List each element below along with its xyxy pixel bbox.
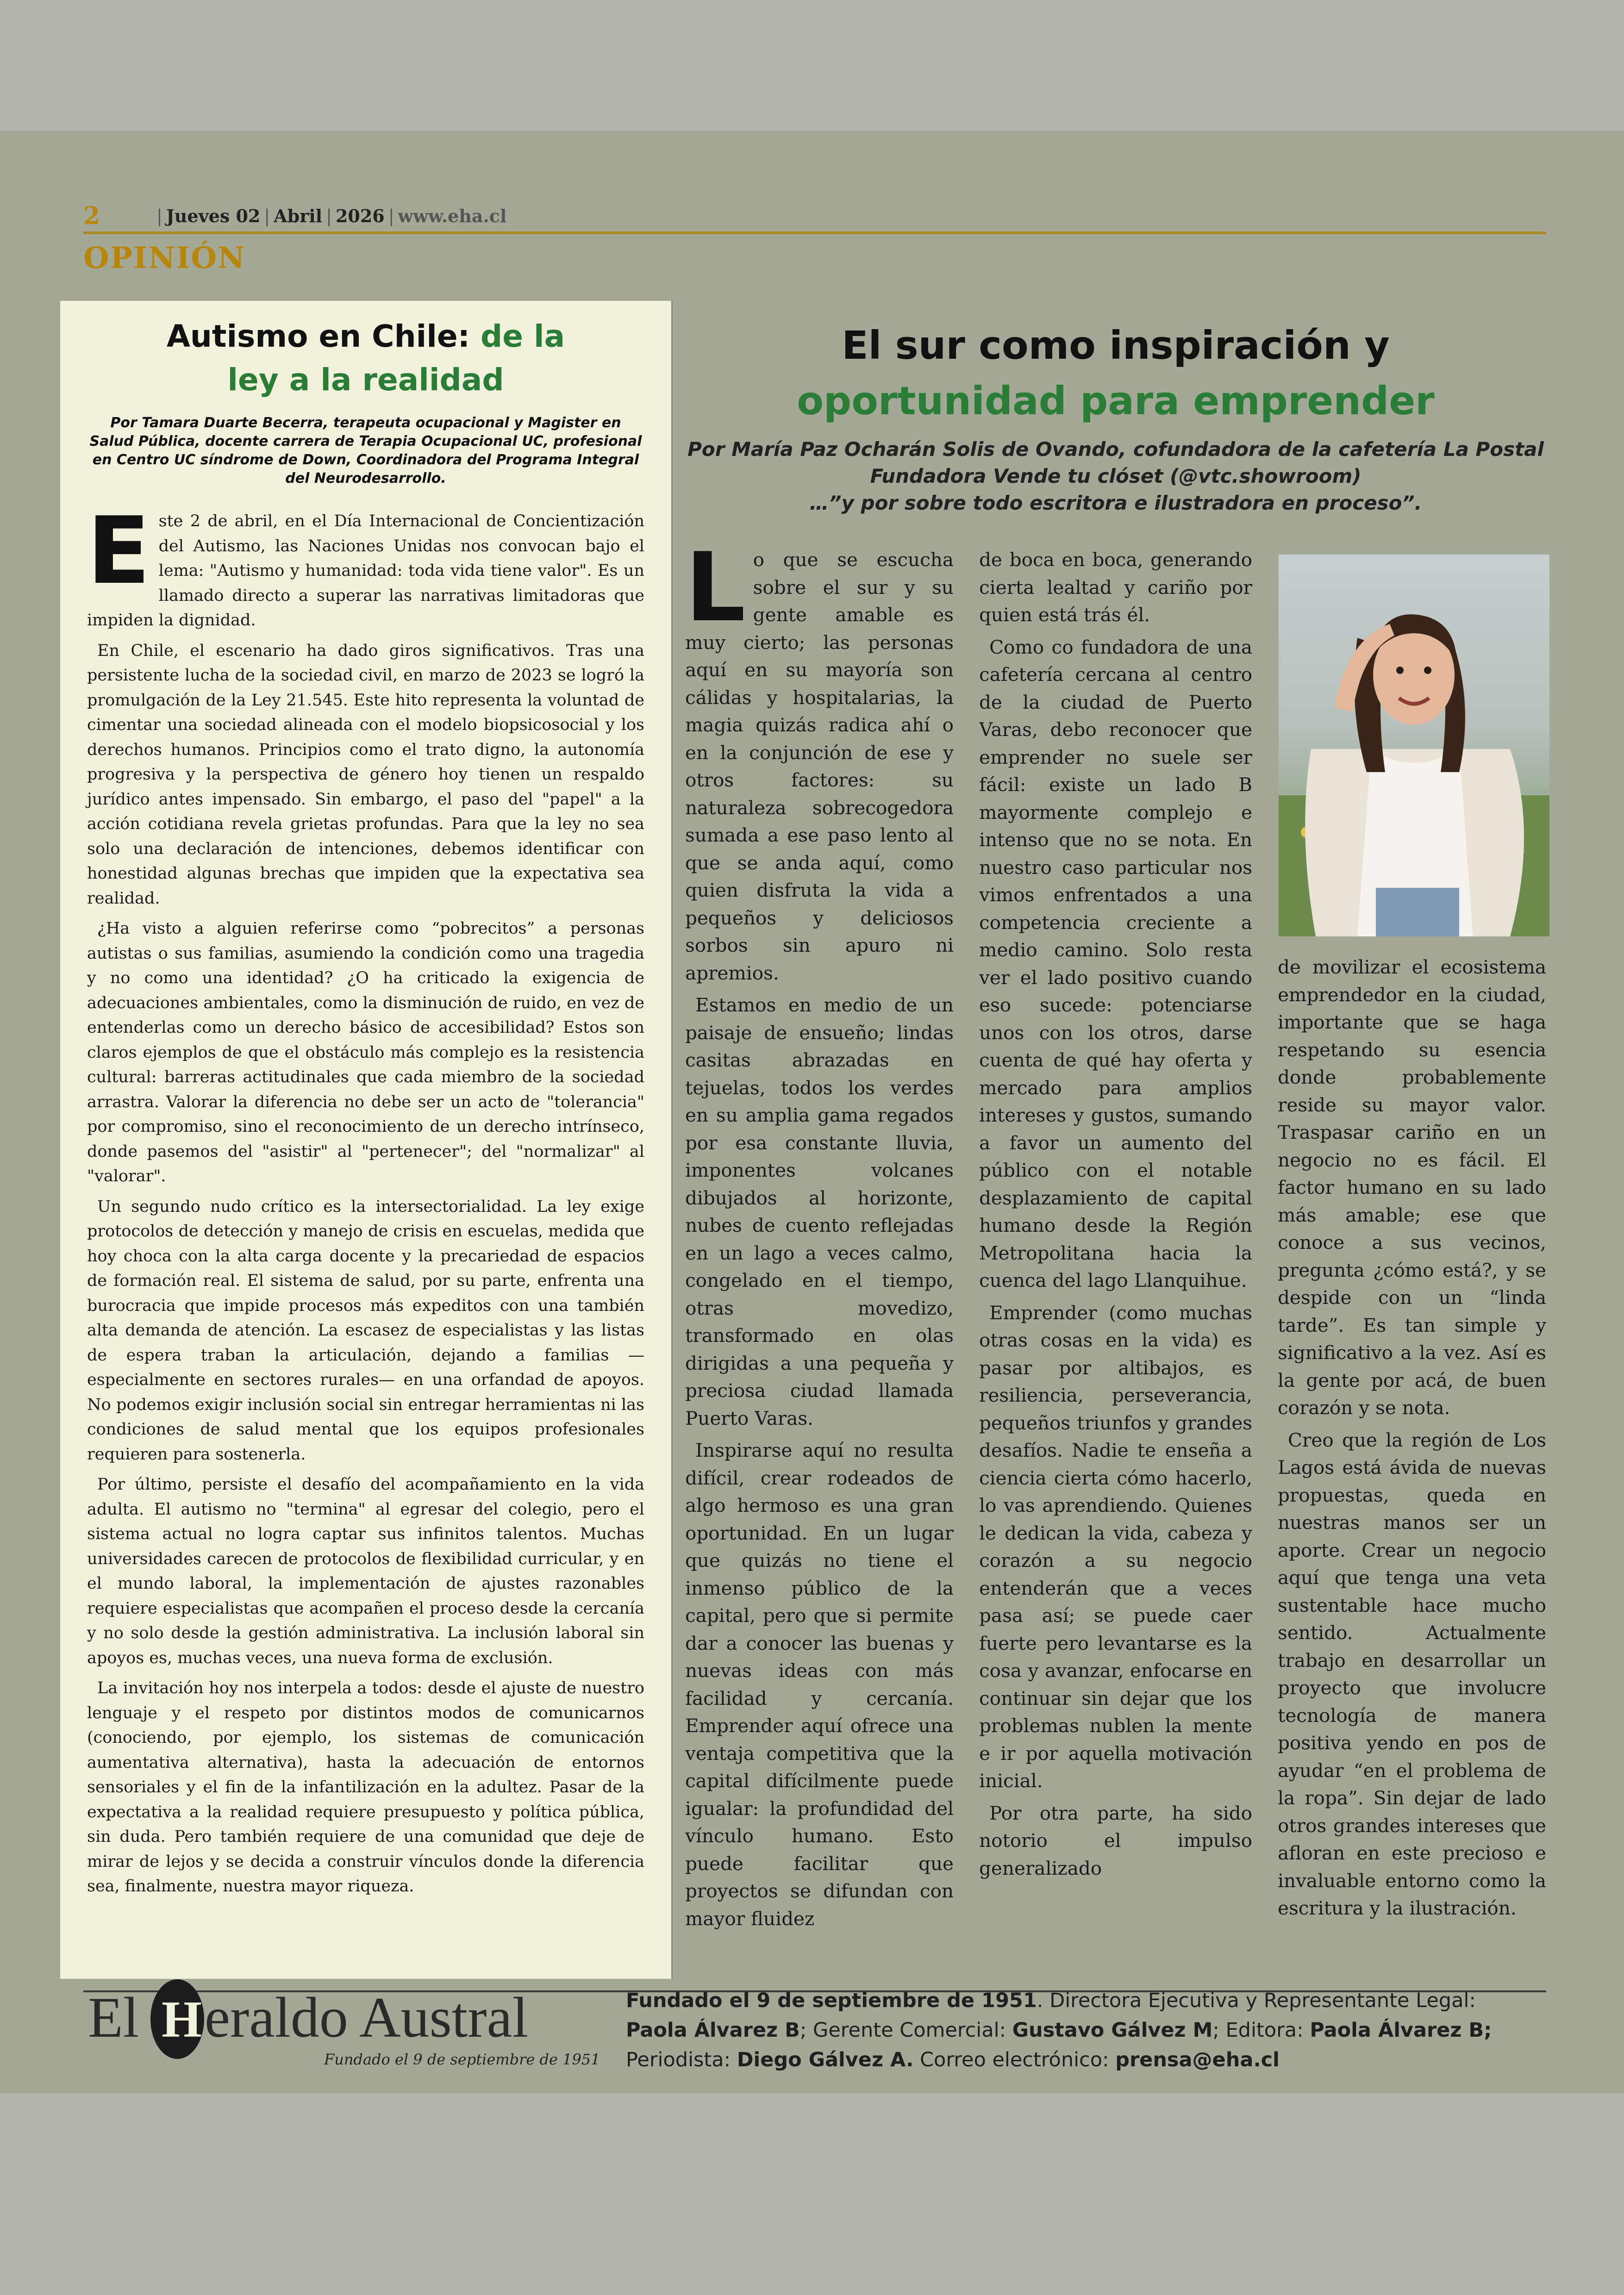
section-title: OPINIÓN [83, 241, 246, 275]
paragraph: Inspirarse aquí no resulta difícil, crear rodeados de algo hermoso es una gran oportunidad. En un lugar que quizás no tiene el inmenso público de la capital, pero que si permite dar a conocer las buenas y nuevas ideas con más facilidad y cercanía. Emprender aquí ofrece una ventaja competitiva que la capital difícilmente puede igualar: la profundidad del vínculo humano. Esto puede facilitar que proyectos se difundan con mayor fluidez [685, 1439, 954, 1930]
paragraph: ¿Ha visto a alguien referirse como “pobrecitos” a personas autistas o sus familias, asumiendo la condición como una tragedia y no como una identidad? ¿O ha criticado la exigencia de adecuaciones ambientales, como la disminución de ruido, en vez de entenderlas como un derecho básico de accesibilidad? Estos son claros ejemplos de que el obstáculo más complejo es la resistencia cultural: barreras actitudinales que cada miembro de la sociedad arrastra. Valorar la diferencia no debe ser un acto de "tolerancia" por compromiso, sino el reconocimiento de un derecho intrínseco, donde pasemos del "asistir" al "pertenecer"; del "normalizar" al "valorar". [87, 919, 644, 1185]
imprint: Fundado el 9 de septiembre de 1951. Directora Ejecutiva y Representante Legal: Paola Álvarez B; Gerente Comercial: Gustavo Gálvez M; Editora: Paola Álvarez B; Periodista: Diego Gálvez A. Correo electrónico: prensa@eha.cl [626, 1989, 1492, 2071]
logo-h-letter: H [162, 1991, 202, 2048]
month: Abril [274, 206, 323, 226]
right-article-column-1 [685, 546, 954, 1972]
right-article-title: El sur como inspiración y oportunidad para emprender [797, 323, 1435, 424]
paragraph: de movilizar el ecosistema emprendedor en la ciudad, importante que se haga respetando su esencia donde probablemente reside su mayor valor. Traspasar cariño en un negocio no es fácil. El factor humano en su lado más amable; ese que conoce a sus vecinos, pregunta ¿cómo está?, y se despide con un “linda tarde”. Es tan simple y significativo a la vez. Así es la gente por acá, de buen corazón y se nota. [1278, 956, 1546, 1419]
paragraph: de boca en boca, generando cierta lealtad y cariño por quien está trás él. [979, 549, 1252, 626]
paragraph: La invitación hoy nos interpela a todos: desde el ajuste de nuestro lenguaje y el respeto por distintos modos de comunicarnos (conociendo, por ejemplo, los sistemas de comunicación aumentativa alternativa), hasta la adecuación de entornos sensoriales y el fin de la infantilización en la adultez. Pasar de la expectativa a la realidad requiere presupuesto y política pública, sin duda. Pero también requiere de una comunidad que deje de mirar de lejos y se decida a construir vínculos donde la diferencia sea, finalmente, nuestra mayor riqueza. [87, 1679, 644, 1896]
paragraph: Como co fundadora de una cafetería cercana al centro de la ciudad de Puerto Varas, debo reconocer que emprender no suele ser fácil: existe un lado B mayormente complejo e intenso que no se nota. En nuestro caso particular nos vimos enfrentados a una competencia creciente a medio camino. Solo resta ver el lado positivo cuando eso sucede: potenciarse unos con los otros, darse cuenta de qué hay oferta y mercado para amplios intereses y gustos, sumando a favor un aumento del público con el notable desplazamiento de capital humano desde la Región Metropolitana hacia la cuenca del lago Llanquihue. [979, 636, 1252, 1291]
paragraph: Este 2 de abril, en el Día Internacional de Concientización del Autismo, las Naciones Unidas nos convocan bajo el lema: "Autismo y humanidad: toda vida tiene valor". Es un llamado directo a superar las narrativas limitadoras que impiden la dignidad. [87, 497, 644, 630]
left-article-title: Autismo en Chile: de la ley a la realidad [166, 318, 565, 398]
logo-rest-text: eraldo Austral [205, 1986, 529, 2049]
left-article-body [87, 497, 644, 1899]
right-article-column-2 [979, 546, 1252, 1972]
drop-cap: L [685, 546, 746, 643]
right-article-column-3 [1278, 954, 1546, 1972]
page-header [83, 199, 1546, 232]
header-rule [83, 231, 1546, 234]
logo-tagline: Fundado el 9 de septiembre de 1951 [324, 2051, 600, 2068]
paragraph: Un segundo nudo crítico es la intersectorialidad. La ley exige protocolos de detección y manejo de crisis en escuelas, medida que hoy choca con la alta carga docente y la precariedad de espacios de formación real. El sistema de salud, por su parte, enfrenta una burocracia que impide procesos más expeditos con una también alta demanda de atención. La escasez de especialistas y las listas de espera traban la articulación, dejando a familias —especialmente en sectores rurales— en una orfandad de apoyos. No podemos exigir inclusión social sin entregar herramientas ni las condiciones de salud mental que los equipos profesionales requieren para sostenerla. [87, 1197, 644, 1464]
drop-cap: E [87, 497, 150, 605]
paragraph: Por último, persiste el desafío del acompañamiento en la vida adulta. El autismo no "termina" al egresar del colegio, pero el sistema actual no logra captar sus infinitos talentos. Muchas universidades carecen de protocolos de flexibilidad curricular, y en el mundo laboral, la implementación de ajustes razonables requiere especialistas que acompañen el proceso desde la cercanía y no solo desde la gestión administrativa. La inclusión laboral sin apoyos es, muchas veces, una nueva forma de exclusión. [87, 1475, 644, 1667]
paragraph: Por otra parte, ha sido notorio el impulso generalizado [979, 1802, 1252, 1879]
website-link[interactable]: www.eha.cl [398, 206, 507, 226]
page-number: 2 [83, 202, 100, 230]
paragraph: Emprender (como muchas otras cosas en la vida) es pasar por altibajos, es resiliencia, perseverancia, pequeños triunfos y grandes desafíos. Nadie te enseña a ciencia cierta cómo hacerlo, lo vas aprendiendo. Quienes le dedican la vida, cabeza y corazón a su negocio entenderán que a veces pasa así; se puede caer fuerte pero levantarse es la cosa y avanzar, enfocarse en continuar sin dejar que los problemas nublen la mente e ir por aquella motivación inicial. [979, 1301, 1252, 1792]
paragraph: Creo que la región de Los Lagos está ávida de nuevas propuestas, queda en nuestras manos ser un aporte. Crear un negocio aquí que tenga una veta sustentable hace mucho sentido. Actualmente trabajo en desarrollar un proyecto que involucre tecnología de manera positiva yendo en pos de ayudar “en el problema de la ropa”. Sin dejar de lado otros grandes intereses que afloran en este precioso e invaluable entorno como la escritura y la ilustración. [1278, 1428, 1546, 1919]
paragraph: En Chile, el escenario ha dado giros significativos. Tras una persistente lucha de la sociedad civil, en marzo de 2023 se logró la promulgación de la Ley 21.545. Este hito representa la voluntad de cimentar una sociedad alineada con el modelo biopsicosocial y los derechos humanos. Principios como el trato digno, la autonomía progresiva y la perspectiva de género hoy tienen un respaldo jurídico antes impensado. Sin embargo, el paso del "papel" a la acción cotidiana revela grietas profundas. Para que la ley no sea solo una declaración de intenciones, debemos identificar con honestidad algunas brechas que impiden que la expectativa sea realidad. [87, 641, 644, 908]
weekday: Jueves 02 [166, 206, 261, 226]
paragraph: Lo que se escucha sobre el sur y su gente amable es muy cierto; las personas aquí en su mayoría son cálidas y hospitalarias, la magia quizás radica ahí o en la conjunción de ese y otros factores: su naturaleza sobrecogedora sumada a ese paso lento al que se anda aquí, como quien disfruta la vida a pequeños y deliciosos sorbos sin apuro ni apremios. [685, 546, 954, 984]
logo-el-text: El [88, 1986, 139, 2049]
column-divider [671, 301, 673, 1979]
left-article [60, 301, 671, 1979]
paragraph: Estamos en medio de un paisaje de ensueño; lindas casitas abrazadas en tejuelas, todos los verdes en su amplia gama regados por esa constante lluvia, imponentes volcanes dibujados al horizonte, nubes de cuento reflejadas en un lago a veces calmo, congelado en el tiempo, otras movedizo, transformado en olas dirigidas a una pequeña y preciosa ciudad llamada Puerto Varas. [685, 994, 954, 1429]
year: 2026 [335, 206, 385, 226]
author-photo [1279, 555, 1549, 936]
left-article-byline: Por Tamara Duarte Becerra, terapeuta ocupacional y Magister en Salud Pública, docente carrera de Terapia Ocupacional UC, profesional en Centro UC síndrome de Down, Coordinadora del Programa Integral del Neurodesarrollo. [89, 415, 642, 486]
author-photo-illustration [1279, 555, 1549, 936]
dateline: | Jueves 02 | Abril | 2026 | www.eha.cl [156, 206, 507, 226]
email-link[interactable]: prensa@eha.cl [1115, 2048, 1280, 2071]
right-article-byline: Por María Paz Ocharán Solis de Ovando, cofundadora de la cafetería La Postal Fundadora Vende tu clóset (@vtc.showroom) …”y por sobre todo escritora e ilustradora en proceso”. [687, 438, 1544, 514]
